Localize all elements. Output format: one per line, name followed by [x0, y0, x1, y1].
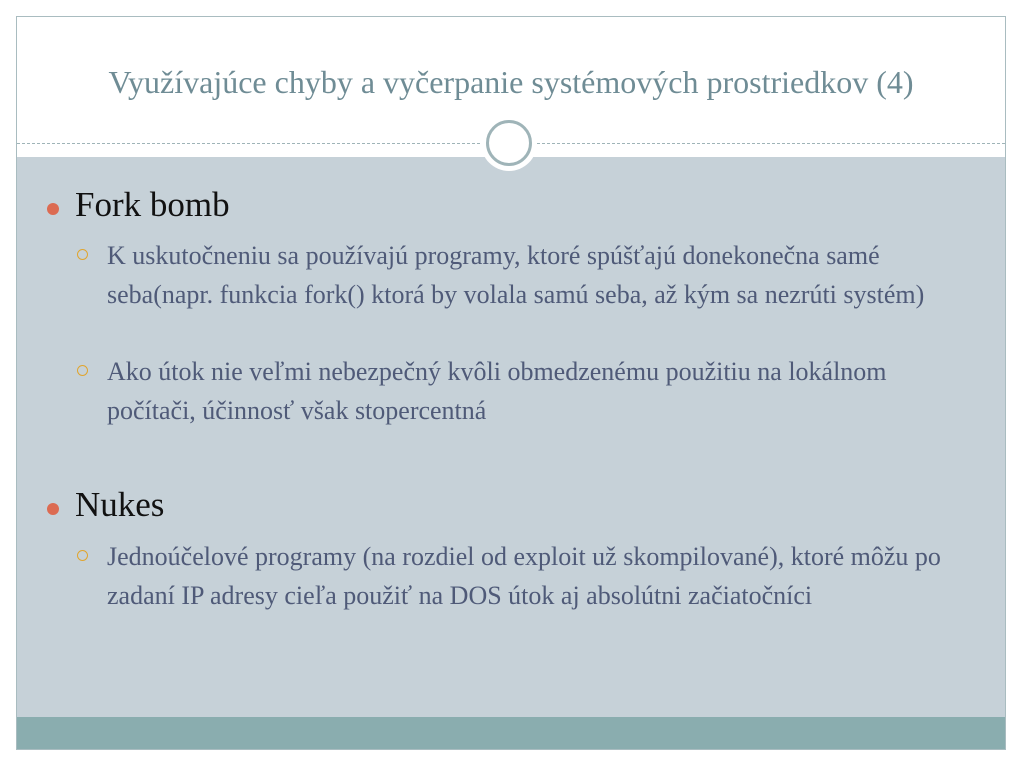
slide [16, 16, 1006, 750]
sub-bullet-text: Jednoúčelové programy (na rozdiel od exploit už skompilované), ktoré môžu po zadaní IP adresy cieľa použiť na DOS útok aj absolútni začiatočníci [107, 542, 941, 610]
sub-bullet-text: Ako útok nie veľmi nebezpečný kvôli obmedzenému použitiu na lokálnom počítači, účinnosť však stopercentná [107, 357, 887, 425]
filled-circle-bullet-icon [47, 503, 59, 515]
hollow-circle-bullet-icon [77, 550, 88, 561]
section-heading: Fork bomb [75, 185, 230, 224]
sub-bullet-fork-bomb-2 [77, 353, 977, 430]
hollow-circle-bullet-icon [77, 365, 88, 376]
filled-circle-bullet-icon [47, 203, 59, 215]
hollow-circle-bullet-icon [77, 249, 88, 260]
sub-bullet-text: K uskutočneniu sa používajú programy, ktoré spúšťajú donekonečna samé seba(napr. funkcia fork() ktorá by volala samú seba, až kým sa nezrúti systém) [107, 241, 925, 309]
sub-bullet-fork-bomb-1 [77, 237, 977, 314]
sub-bullet-nukes-1 [77, 538, 977, 615]
content-area [17, 157, 1005, 717]
section-heading: Nukes [75, 485, 165, 524]
footer-bar [17, 717, 1005, 750]
slide-title: Využívajúce chyby a vyčerpanie systémových prostriedkov (4) [108, 64, 914, 100]
ring-ornament-icon [481, 115, 537, 171]
